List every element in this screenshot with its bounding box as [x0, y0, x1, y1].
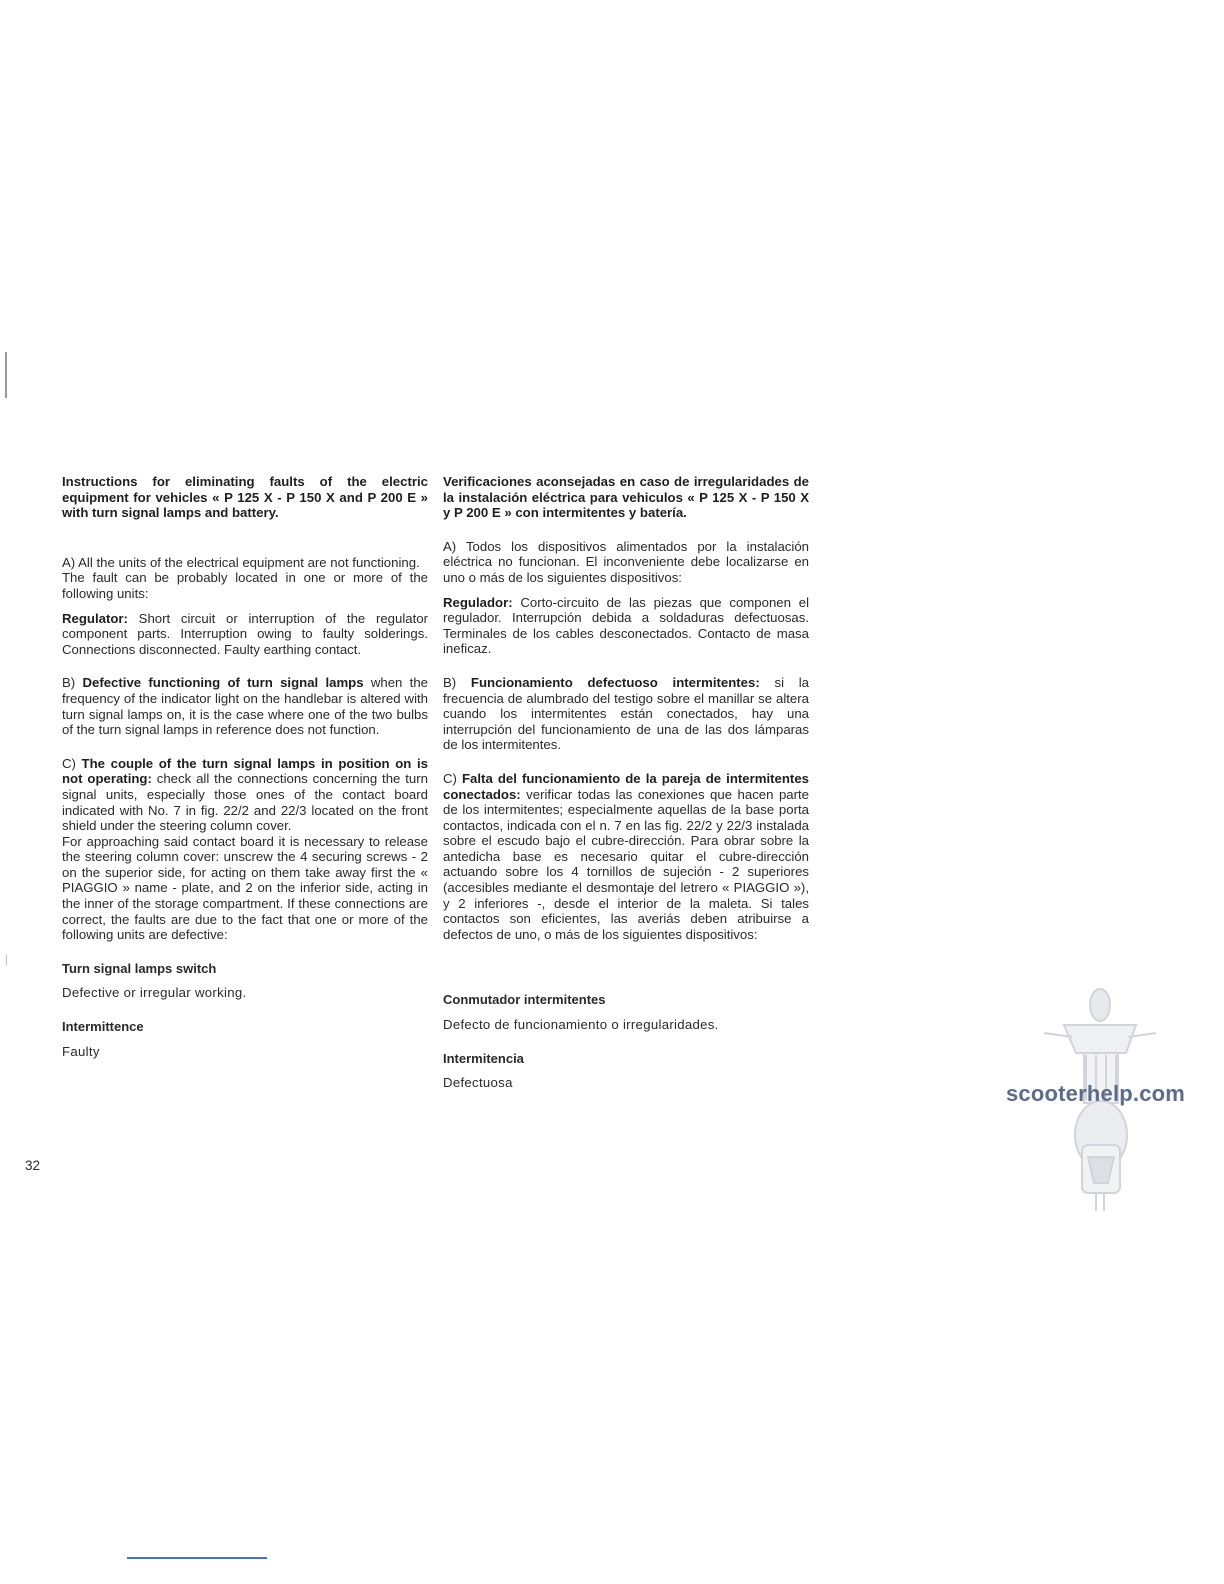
- english-regulator-label: Regulator:: [62, 610, 128, 626]
- spanish-section-a: A) Todos los dispositivos alimentados por la instalación eléctrica no funcionan. El inconveniente debe localizarse en uno o más de los siguientes dispositivos:: [443, 538, 809, 585]
- spanish-b-text: si la frecuencia de alumbrado del testigo sobre el manillar se altera cuando los intermitentes están conectados, hay una interrupción del funcionamiento de una de las dos lámparas de los intermitentes.: [443, 674, 809, 753]
- english-intermittence-text: Faulty: [62, 1043, 100, 1059]
- english-intermittence-title: Intermittence: [62, 1019, 144, 1035]
- english-c-prefix: C): [62, 755, 82, 771]
- english-switch-text: Defective or irregular working.: [62, 985, 247, 1001]
- english-regulator-text: Short circuit or interruption of the regulator component parts. Interruption owing to faulty solderings. Connections disconnected. Faulty earthing contact.: [62, 610, 428, 657]
- spanish-b-prefix: B): [443, 674, 471, 690]
- spanish-c-text: verificar todas las conexiones que hacen parte de los intermitentes; especialmente aquellas de la base porta contactos, indicada con el n. 7 en las fig. 22/2 y 22/3 instalada sobre el escudo bajo el cubre-dirección. Para obrar sobre la antedicha base es necesario quitar el cubre-dirección actuando sobre los 4 tornillos de sujeción - 2 superiores (accesibles mediante el desmontaje del letrero « PIAGGIO »), y 2 inferiores -, desde el interior de la maleta. Si tales contactos son eficientes, las averiás deben atribuirse a defectos de uno, o más de los siguientes dispositivos:: [443, 786, 809, 942]
- spanish-switch-text: Defecto de funcionamiento o irregularidades.: [443, 1017, 719, 1033]
- spanish-b-label: Funcionamiento defectuoso intermitentes:: [470, 674, 760, 690]
- scan-artifact-mark: [5, 352, 7, 398]
- english-b-prefix: B): [62, 675, 83, 691]
- english-b-text: when the frequency of the indicator light on the handlebar is altered with turn signal lamps on, it is the case where one of the two bulbs of the turn signal lamps in reference does not function.: [62, 675, 428, 738]
- english-c-text: check all the connections concerning the turn signal units, especially those ones of the contact board indicated with No. 7 in fig. 22/2 and 22/3 located on the front shield under the steering column cover.: [62, 771, 428, 834]
- spanish-regulator-label: Regulador:: [443, 594, 513, 610]
- page-number: 32: [25, 1158, 41, 1173]
- english-regulator-paragraph: [62, 611, 428, 658]
- scan-artifact-dot: [6, 955, 7, 965]
- english-section-c: [62, 756, 428, 834]
- english-section-a-body: The fault can be probably located in one or more of the following units:: [62, 570, 428, 601]
- spanish-intermittence-title: Intermitencia: [443, 1050, 524, 1066]
- english-switch-title: Turn signal lamps switch: [62, 960, 217, 976]
- spanish-section-b: [443, 675, 809, 753]
- spanish-c-label: Falta del funcionamiento de la pareja de intermitentes conectados:: [443, 770, 809, 802]
- spanish-regulator-paragraph: [443, 595, 809, 657]
- english-section-a-lead: A) All the units of the electrical equipment are not functioning.: [62, 554, 420, 570]
- watermark-text: scooterhelp.com: [1006, 1081, 1186, 1106]
- spanish-title: Verificaciones aconsejadas en caso de irregularidades de la instalación eléctrica para vehiculos « P 125 X - P 150 X y P 200 E » con intermitentes y batería.: [443, 474, 809, 521]
- spanish-section-c: [443, 771, 809, 943]
- spanish-switch-title: Conmutador intermitentes: [443, 992, 606, 1008]
- bottom-rule: [127, 1557, 267, 1559]
- english-b-label: Defective functioning of turn signal lamps: [82, 675, 364, 691]
- english-title: Instructions for eliminating faults of the electric equipment for vehicles « P 125 X - P 150 X and P 200 E » with turn signal lamps and battery.: [62, 474, 428, 521]
- english-column: [62, 474, 428, 1059]
- english-c-label: The couple of the turn signal lamps in position on is not operating:: [62, 755, 428, 787]
- spanish-column: [443, 474, 809, 1091]
- spanish-intermittence-text: Defectuosa: [443, 1075, 513, 1091]
- spanish-c-prefix: C): [443, 770, 462, 786]
- english-section-b: [62, 675, 428, 737]
- spanish-regulator-text: Corto-circuito de las piezas que componen el regulador. Interrupción debida a soldaduras defectuosas. Terminales de los cables desconectados. Contacto de masa ineficaz.: [443, 594, 809, 657]
- english-section-c-continued: For approaching said contact board it is necessary to release the steering column cover: unscrew the 4 securing screws - 2 on the superior side, for acting on them take away first the « PIAGGIO » name - plate, and 2 on the inferior side, acting in the inner of the storage compartment. If these connections are correct, the faults are due to the fact that one or more of the following units are defective:: [62, 833, 428, 943]
